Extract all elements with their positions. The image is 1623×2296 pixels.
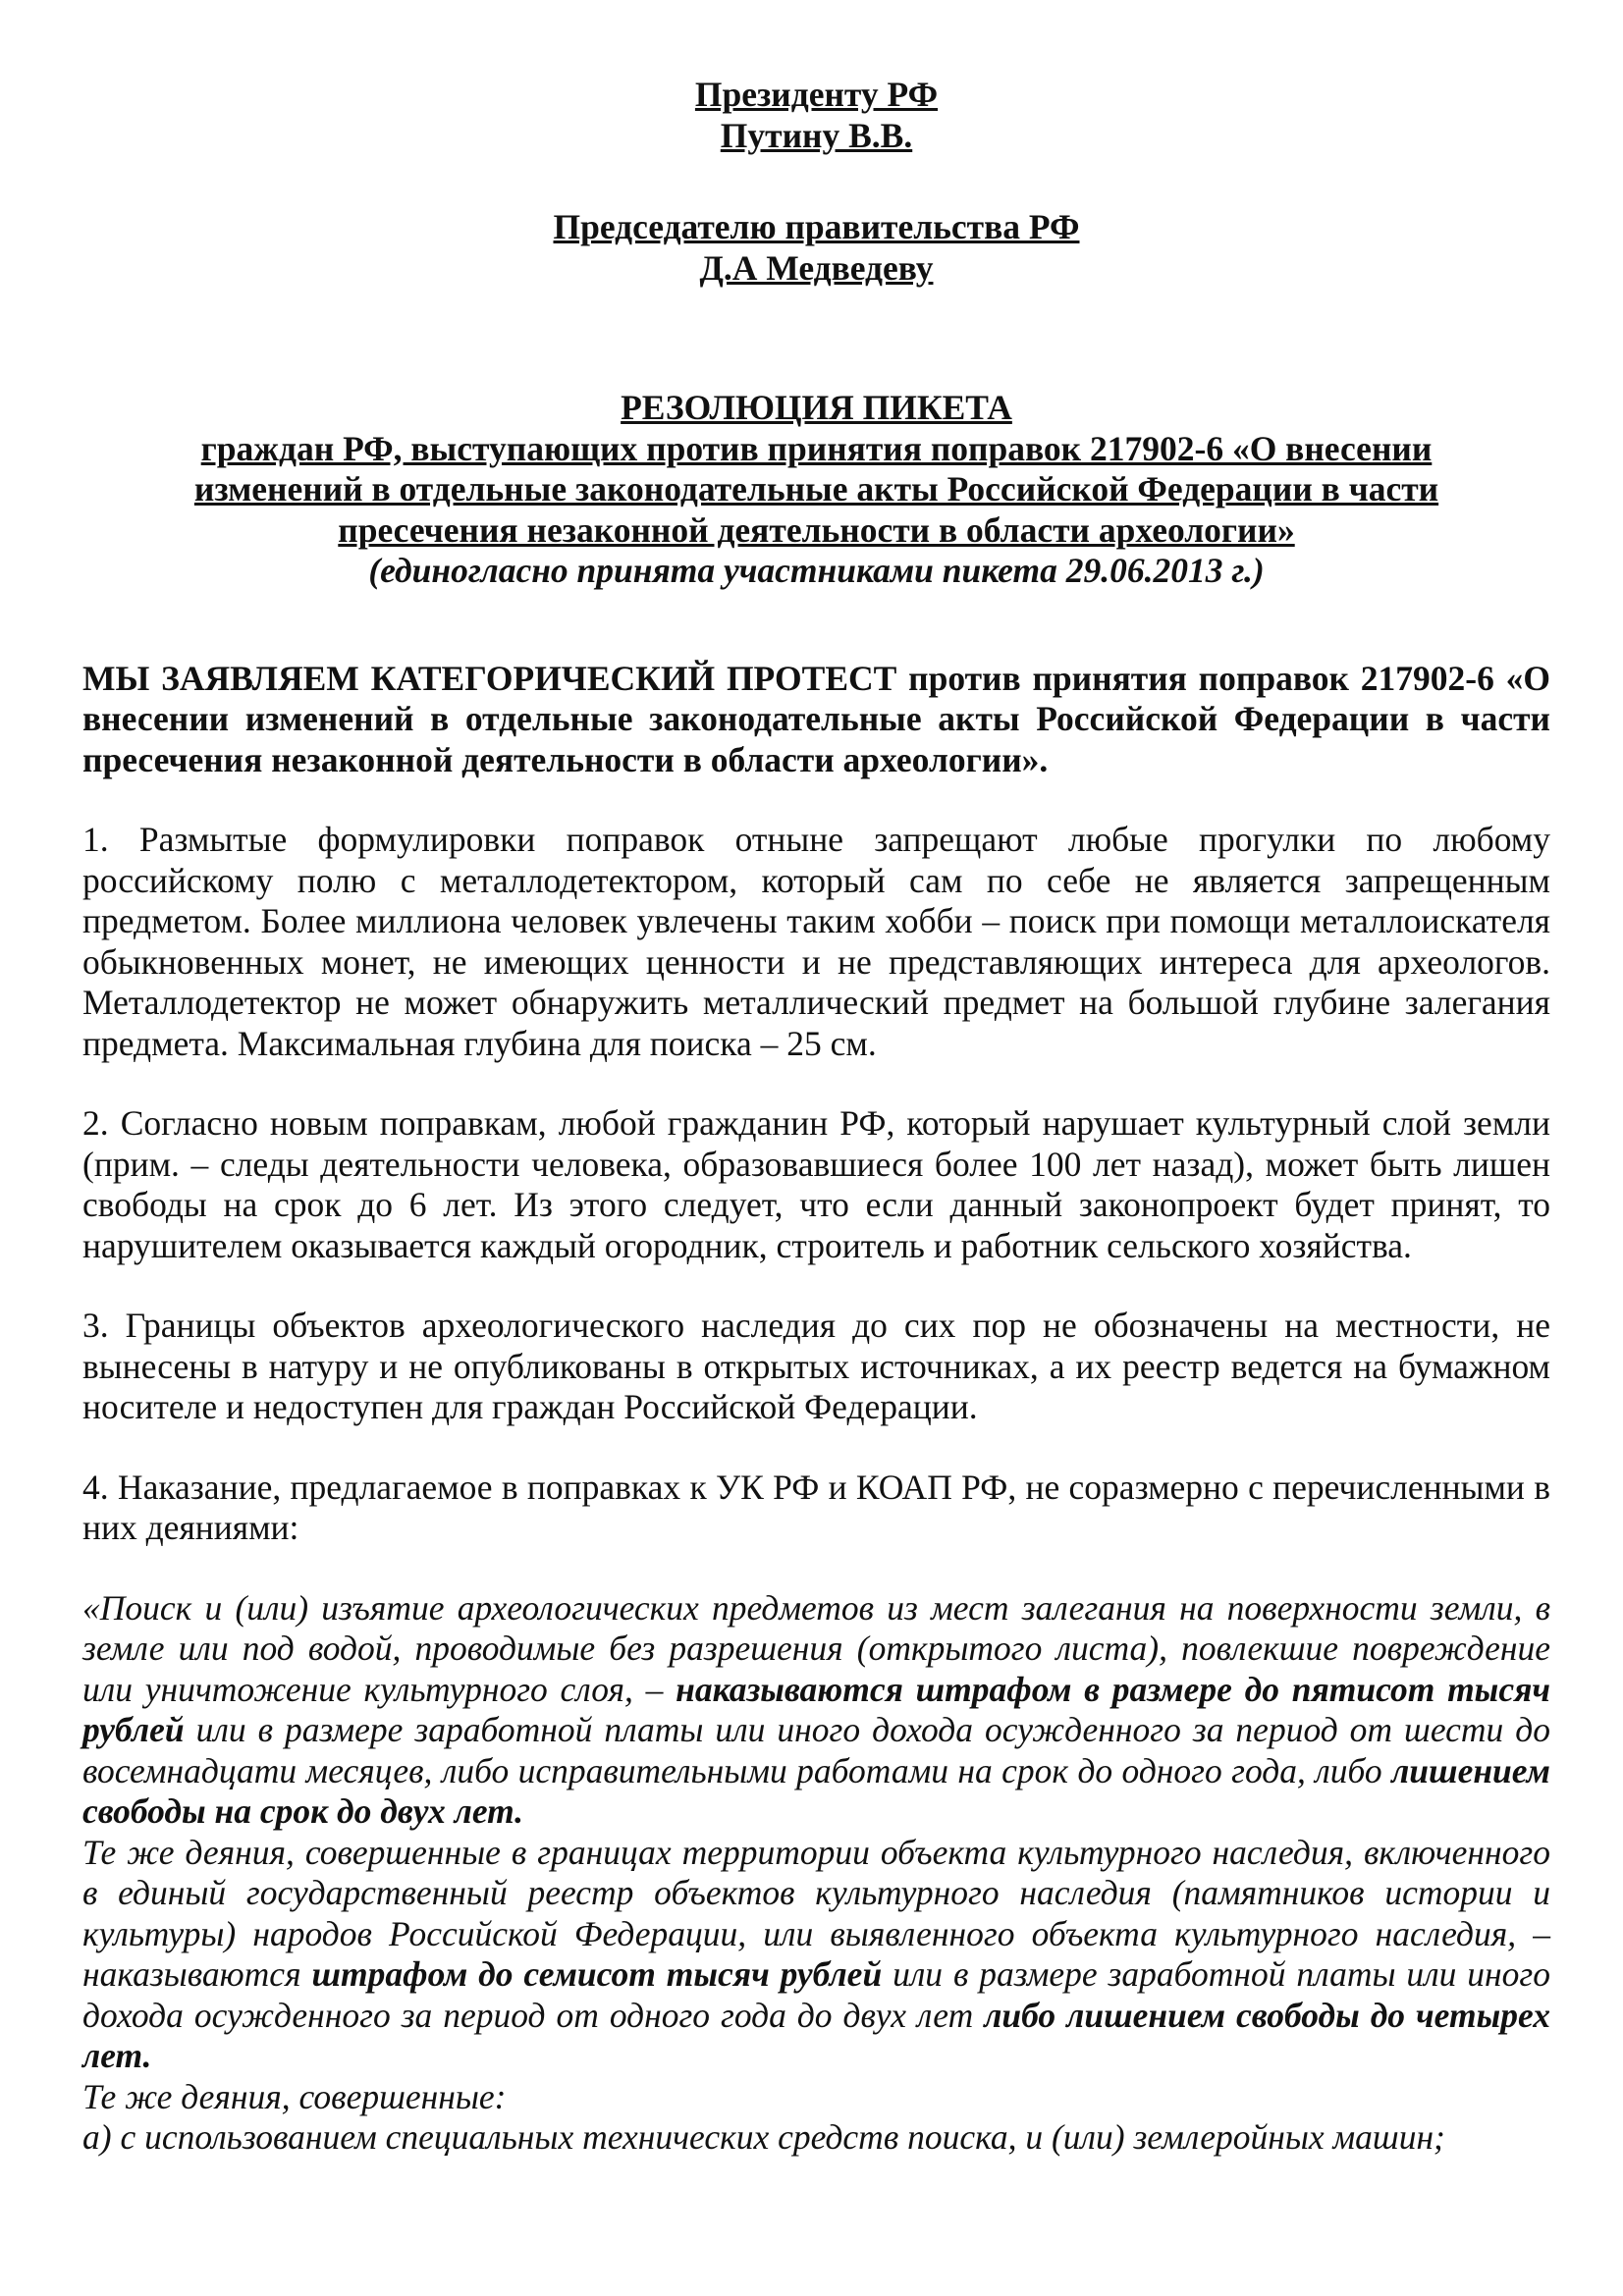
point-3: 3. Границы объектов археологического наследия до сих пор не обозначены на местности, не вынесены в натуру и не опубликованы в открытых источниках, а их реестр ведется на бумажном носителе и недоступен для граждан Российской Федерации. xyxy=(82,1306,1550,1426)
quote-paragraph-4: а) с использованием специальных технических средств поиска, и (или) землеройных машин; xyxy=(82,2117,1445,2157)
quote-paragraph-3: Те же деяния, совершенные: xyxy=(82,2076,507,2116)
two-years-imprisonment: лишением свободы на срок до двух лет. xyxy=(82,1750,1550,1831)
quote-paragraph-2: Те же деяния, совершенные в границах территории объекта культурного наследия, включенного в единый государственный реестр объектов культурного наследия (памятников истории и культуры) народов Российской Федерации, или выявленного объекта культурного наследия, – наказываются штрафом до семисот тысяч рублей или в размере заработной платы или иного дохода осужденного за период от одного года до двух лет либо лишением свободы до четырех лет. xyxy=(82,1832,1550,2075)
quote-paragraph-1: «Поиск и (или) изъятие археологических предметов из мест залегания на поверхности земли, в земле или под водой, проводимые без разрешения (открытого листа), повлекшие повреждение или уничтожение культурного слоя, – наказываются штрафом в размере до пятисот тысяч рублей или в размере заработной платы или иного дохода осужденного за период от шести до восемнадцати месяцев, либо исправительными работами на срок до одного года, либо лишением свободы на срок до двух лет. xyxy=(82,1587,1550,1831)
addressee-chairman-name: Д.А Медведеву xyxy=(699,247,934,288)
adoption-note: (единогласно принята участниками пикета 29.06.2013 г.) xyxy=(368,551,1265,590)
resolution-heading: РЕЗОЛЮЦИЯ ПИКЕТА xyxy=(621,388,1012,427)
addressee-chairman-title: Председателю правительства РФ xyxy=(553,207,1080,246)
addressee-president-name: Путину В.В. xyxy=(720,115,913,155)
addressees xyxy=(82,75,1550,289)
protest-statement: МЫ ЗАЯВЛЯЕМ КАТЕГОРИЧЕСКИЙ ПРОТЕСТ против принятия поправок 217902-6 «О внесении изменений в отдельные законодательные акты Российской Федерации в части пресечения незаконной деятельности в области археологии». xyxy=(82,658,1550,779)
resolution-subtitle-line-1: граждан РФ, выступающих против принятия поправок 217902-6 «О внесении xyxy=(200,428,1433,468)
fine-seven-hundred-thousand: штрафом до семисот тысяч рублей xyxy=(311,1954,883,1994)
point-2: 2. Согласно новым поправкам, любой гражданин РФ, который нарушает культурный слой земли (прим. – следы деятельности человека, образовавшиеся более 100 лет назад), может быть лишен свободы на срок до 6 лет. Из этого следует, что если данный законопроект будет принят, то нарушителем оказывается каждый огородник, строитель и работник сельского хозяйства. xyxy=(82,1103,1550,1265)
resolution-subtitle-line-3: пресечения незаконной деятельности в области археологии» xyxy=(338,509,1295,550)
law-quote xyxy=(82,1588,1550,2159)
point-4: 4. Наказание, предлагаемое в поправках к УК РФ и КОАП РФ, не соразмерно с перечисленными в них деяниями: xyxy=(82,1467,1550,1547)
resolution-title xyxy=(82,388,1550,592)
resolution-subtitle-line-2: изменений в отдельные законодательные акты Российской Федерации в части xyxy=(193,469,1439,508)
fine-five-hundred-thousand: наказываются штрафом в размере до пятисот тысяч рублей xyxy=(82,1669,1550,1749)
four-years-imprisonment: либо лишением свободы до четырех лет. xyxy=(82,1995,1550,2075)
addressee-president-title: Президенту РФ xyxy=(694,75,939,114)
point-1: 1. Размытые формулировки поправок отныне запрещают любые прогулки по любому российскому полю с металлодетектором, который сам по себе не является запрещенным предметом. Более миллиона человек увлечены таким хобби – поиск при помощи металлоискателя обыкновенных монет, не имеющих ценности и не представляющих интереса для археологов. Металлодетектор не может обнаружить металлический предмет на большой глубине залегания предмета. Максимальная глубина для поиска – 25 см. xyxy=(82,820,1550,1063)
